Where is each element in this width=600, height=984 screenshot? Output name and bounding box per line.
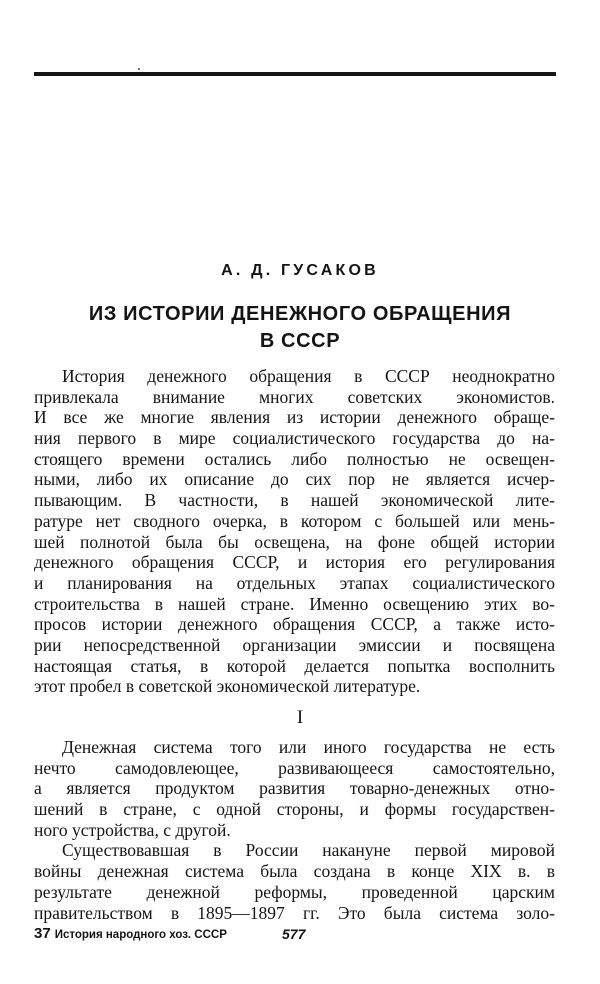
text-line: а является продуктом развития товарно-денежных отно- <box>34 778 555 799</box>
print-speck <box>138 68 140 70</box>
intro-paragraph <box>34 366 555 697</box>
author-name: А. Д. ГУСАКОВ <box>221 262 379 279</box>
text-line: войны денежная система была создана в конце XIX в. в <box>34 861 555 882</box>
top-rule <box>34 72 556 76</box>
text-line: привлекала внимание многих советских экономистов. <box>34 386 555 407</box>
text-line: Денежная система того или иного государства не есть <box>62 737 555 757</box>
printer-signature <box>34 925 227 942</box>
text-line: и планирования на отдельных этапах социалистического <box>34 572 555 593</box>
text-line: просов истории денежного обращения СССР, а также исто- <box>34 614 555 635</box>
text-line: ного устройства, с другой. <box>34 819 231 840</box>
signature-text: История народного хоз. СССР <box>54 929 227 941</box>
text-line: нечто самодовлеющее, развивающееся самостоятельно, <box>34 757 555 778</box>
section-number: I <box>296 707 304 728</box>
text-line: ратуре нет сводного очерка, в котором с большей или мень- <box>34 510 555 531</box>
signature-number: 37 <box>34 925 51 942</box>
title-line: ИЗ ИСТОРИИ ДЕНЕЖНОГО ОБРАЩЕНИЯ <box>88 303 512 325</box>
text-line: правительством в 1895—1897 гг. Это была система золо- <box>34 902 555 923</box>
text-line: пывающим. В частности, в нашей экономической лите- <box>34 490 555 511</box>
text-line: денежного обращения СССР, и история его регулирования <box>34 552 555 573</box>
text-line: шений в стране, с одной стороны, и формы государствен- <box>34 799 555 820</box>
text-line: стоящего времени остались либо полностью не освещен- <box>34 448 555 469</box>
article-title <box>0 301 600 355</box>
text-line: ния первого в мире социалистического государства до на- <box>34 428 555 449</box>
text-line: рии непосредственной организации эмиссии и посвящена <box>34 634 555 655</box>
page-number: 577 <box>282 926 306 942</box>
text-line: этот пробел в советской экономической литературе. <box>34 676 421 697</box>
text-line: История денежного обращения в СССР неоднократно <box>62 366 555 386</box>
text-line: И все же многие явления из истории денежного обраще- <box>34 407 555 428</box>
text-line: Существовавшая в России накануне первой мировой <box>62 840 555 861</box>
text-line: ными, либо их описание до сих пор не является исчер- <box>34 469 555 490</box>
text-line: шей полнотой была бы освещена, на фоне общей истории <box>34 531 555 552</box>
section-body <box>34 737 555 923</box>
text-line: строительства в нашей стране. Именно освещению этих во- <box>34 593 555 614</box>
title-line: В СССР <box>259 330 341 352</box>
text-line: результате денежной реформы, проведенной царским <box>34 881 555 902</box>
text-line: настоящая статья, в которой делается попытка восполнить <box>34 655 555 676</box>
